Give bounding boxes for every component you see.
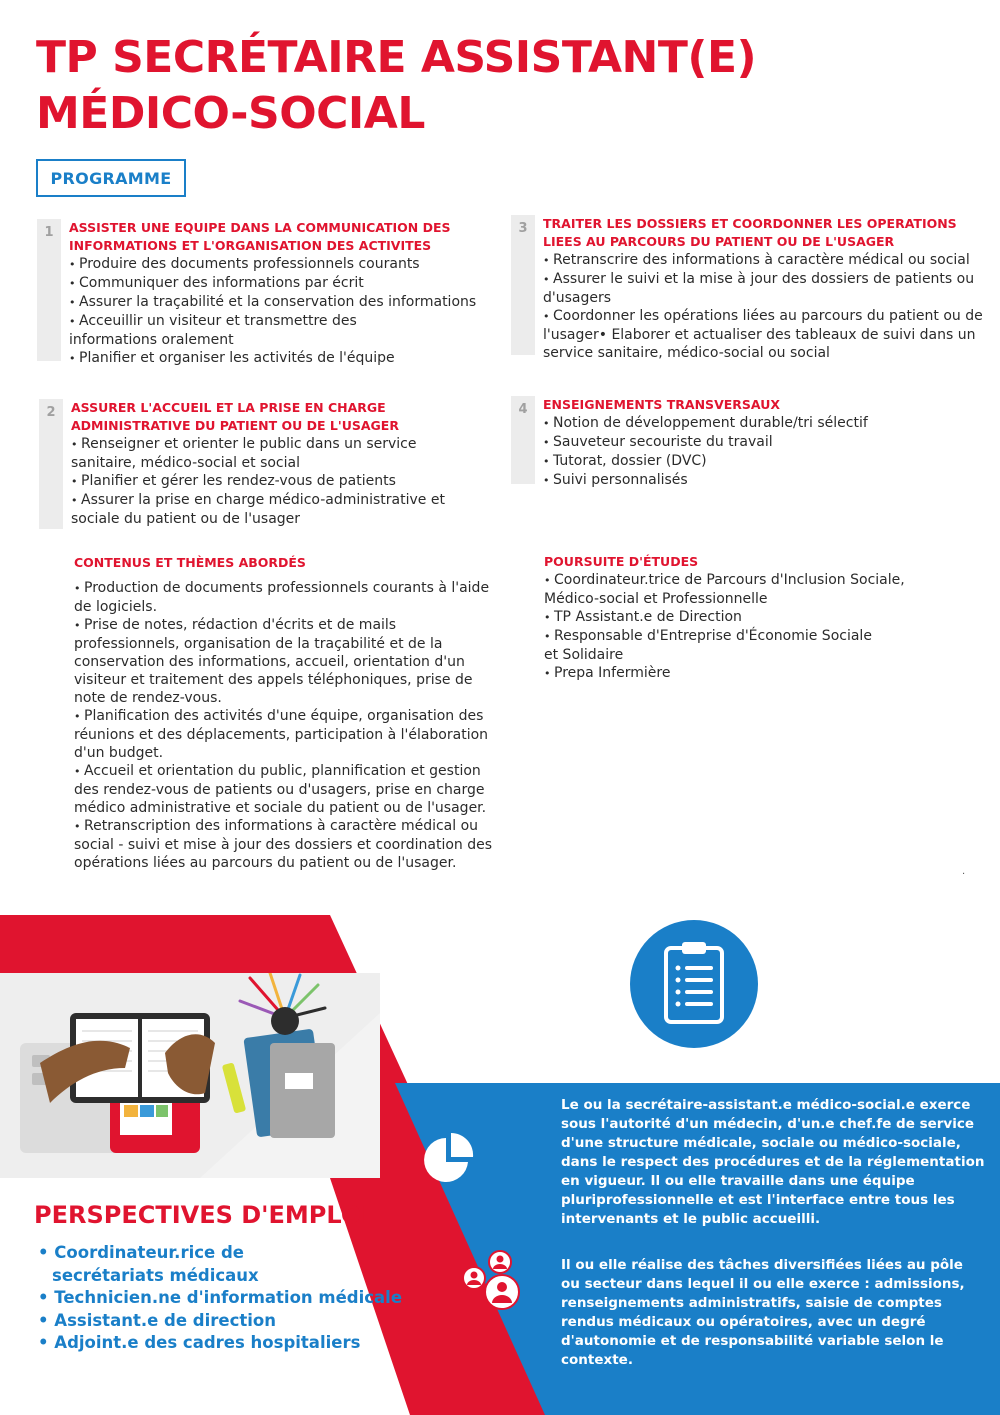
list-item: • Renseigner et orienter le public dans un service sanitaire, médico-social et social	[71, 435, 481, 472]
section-items	[543, 414, 943, 490]
list-item: • Assurer la prise en charge médico-administrative et sociale du patient ou de l'usager	[71, 491, 481, 528]
section-number: 3	[518, 221, 528, 236]
description-paragraph-2: Il ou elle réalise des tâches diversifiées liées au pôle ou secteur dans lequel il ou elle exerce : admissions, renseignements administratifs, saisie de comptes rendus médicaux ou opératoires, avec un degré d'autonomie et de responsabilité variable selon le contexte.	[561, 1257, 965, 1368]
section-body	[71, 399, 481, 528]
page-title-line-1: TP SECRÉTAIRE ASSISTANT(E)	[36, 32, 757, 83]
list-item: • Planifier et organiser les activités de l'équipe	[69, 349, 489, 368]
section-items	[543, 251, 983, 362]
section-body	[543, 215, 983, 362]
list-item: • TP Assistant.e de Direction	[544, 608, 924, 627]
section-title-line: ASSURER L'ACCUEIL ET LA PRISE EN CHARGE	[71, 400, 386, 415]
section-title-line: INFORMATIONS ET L'ORGANISATION DES ACTIVITES	[69, 238, 432, 253]
section-title	[71, 399, 481, 435]
list-item: • Prepa Infermière	[544, 664, 924, 683]
list-item: • Coordinateur.rice de secrétariats médicaux	[38, 1242, 358, 1287]
list-item: • Responsable d'Entreprise d'Économie Sociale et Solidaire	[544, 627, 889, 664]
section-number-bar	[37, 219, 61, 361]
clipboard-icon-graphic	[630, 920, 758, 1048]
list-item: • Assurer la traçabilité et la conservation des informations	[69, 293, 489, 312]
screen-tile	[156, 1105, 168, 1117]
section-title	[543, 215, 983, 251]
section-items	[71, 435, 481, 528]
desk-illustration	[0, 973, 380, 1178]
section-title-line: ADMINISTRATIVE DU PATIENT OU DE L'USAGER	[71, 418, 399, 433]
list-item: • Planification des activités d'une équipe, organisation des réunions et des déplacements, participation à l'élaboration d'un budget.	[74, 707, 504, 762]
list-item: • Production de documents professionnels courants à l'aide de logiciels.	[74, 579, 504, 616]
list-item: • Sauveteur secouriste du travail	[543, 433, 943, 452]
section-3	[511, 215, 983, 361]
list-item: • Acceuillir un visiteur et transmettre des informations oralement	[69, 312, 449, 349]
contenus-list	[74, 579, 504, 872]
list-item: • Retranscription des informations à caractère médical ou social - suivi et mise à jour des dossiers et coordination des opérations liées au parcours du patient ou de l'usager.	[74, 817, 504, 872]
list-item: • Prise de notes, rédaction d'écrits et de mails professionnels, organisation de la traçabilité et de la conservation des informations, accueil, orientation d'un visiteur et traitement des appels téléphoniques, prise de note de rendez-vous.	[74, 616, 504, 707]
perspectives-list	[38, 1242, 408, 1355]
section-title	[69, 219, 489, 255]
list-item: • Planifier et gérer les rendez-vous de patients	[71, 472, 481, 491]
section-body	[69, 219, 489, 368]
section-title: ENSEIGNEMENTS TRANSVERSAUX	[543, 397, 780, 412]
section-title-line: ASSISTER UNE EQUIPE DANS LA COMMUNICATION DES	[69, 220, 451, 235]
description-paragraph-1: Le ou la secrétaire-assistant.e médico-social.e exerce sous l'autorité d'un médecin, d'un.e chef.fe de service d'une structure médicale, sociale ou médico-sociale, dans le respect des procédures et de la réglementation en vigueur. Il ou elle travaille dans une équipe pluriprofessionnelle et est l'interface entre tous les intervenants et le public accueilli.	[561, 1097, 985, 1227]
poursuite-title: POURSUITE D'ÉTUDES	[544, 554, 699, 569]
list-item: • Adjoint.e des cadres hospitaliers	[38, 1332, 408, 1355]
grey-folder	[270, 1043, 335, 1138]
section-title-line: LIEES AU PARCOURS DU PATIENT OU DE L'USAGER	[543, 234, 895, 249]
section-number: 4	[518, 402, 528, 417]
list-item: • Accueil et orientation du public, plannification et gestion des rendez-vous de patients ou d'usagers, prise en charge médico administrative et sociale du patient ou de l'usager.	[74, 762, 504, 817]
section-body	[543, 396, 943, 490]
cup	[271, 1007, 299, 1035]
poursuite-list	[544, 571, 924, 683]
list-item: • Assurer le suivi et la mise à jour des dossiers de patients ou d'usagers	[543, 270, 983, 307]
section-number-bar	[511, 215, 535, 355]
list-item: • Coordonner les opérations liées au parcours du patient ou de l'usager• Elaborer et actualiser des tableaux de suivi dans un service sanitaire, médico-social ou social	[543, 307, 983, 362]
section-2	[39, 399, 479, 529]
section-number: 1	[44, 225, 54, 240]
section-items	[69, 255, 489, 368]
section-number: 2	[46, 405, 56, 420]
clipboard-icon	[630, 920, 758, 1048]
programme-label: PROGRAMME	[36, 159, 186, 197]
stray-dot: .	[962, 866, 966, 877]
perspectives-title: PERSPECTIVES D'EMPLOI	[34, 1201, 371, 1229]
list-item: • Technicien.ne d'information médicale	[38, 1287, 408, 1310]
screen-tile	[124, 1105, 138, 1117]
screen-tile	[140, 1105, 154, 1117]
people-icon	[460, 1248, 524, 1312]
section-title-line: TRAITER LES DOSSIERS ET COORDONNER LES OPERATIONS	[543, 216, 957, 231]
list-item: • Communiquer des informations par écrit	[69, 274, 489, 293]
list-item: • Assistant.e de direction	[38, 1310, 408, 1333]
list-item: • Coordinateur.trice de Parcours d'Inclusion Sociale, Médico-social et Professionnelle	[544, 571, 924, 608]
list-item: • Tutorat, dossier (DVC)	[543, 452, 943, 471]
page-title	[36, 30, 756, 142]
list-item: • Produire des documents professionnels courants	[69, 255, 489, 274]
contenus-title: CONTENUS ET THÈMES ABORDÉS	[74, 555, 306, 570]
list-item: • Suivi personnalisés	[543, 471, 943, 490]
folder-label	[285, 1073, 313, 1089]
page-title-line-2: MÉDICO-SOCIAL	[36, 88, 425, 139]
section-1	[37, 219, 477, 366]
list-item: • Notion de développement durable/tri sélectif	[543, 414, 943, 433]
section-4	[511, 396, 951, 488]
pie-chart-icon	[418, 1128, 478, 1188]
list-item: • Retranscrire des informations à caractère médical ou social	[543, 251, 983, 270]
